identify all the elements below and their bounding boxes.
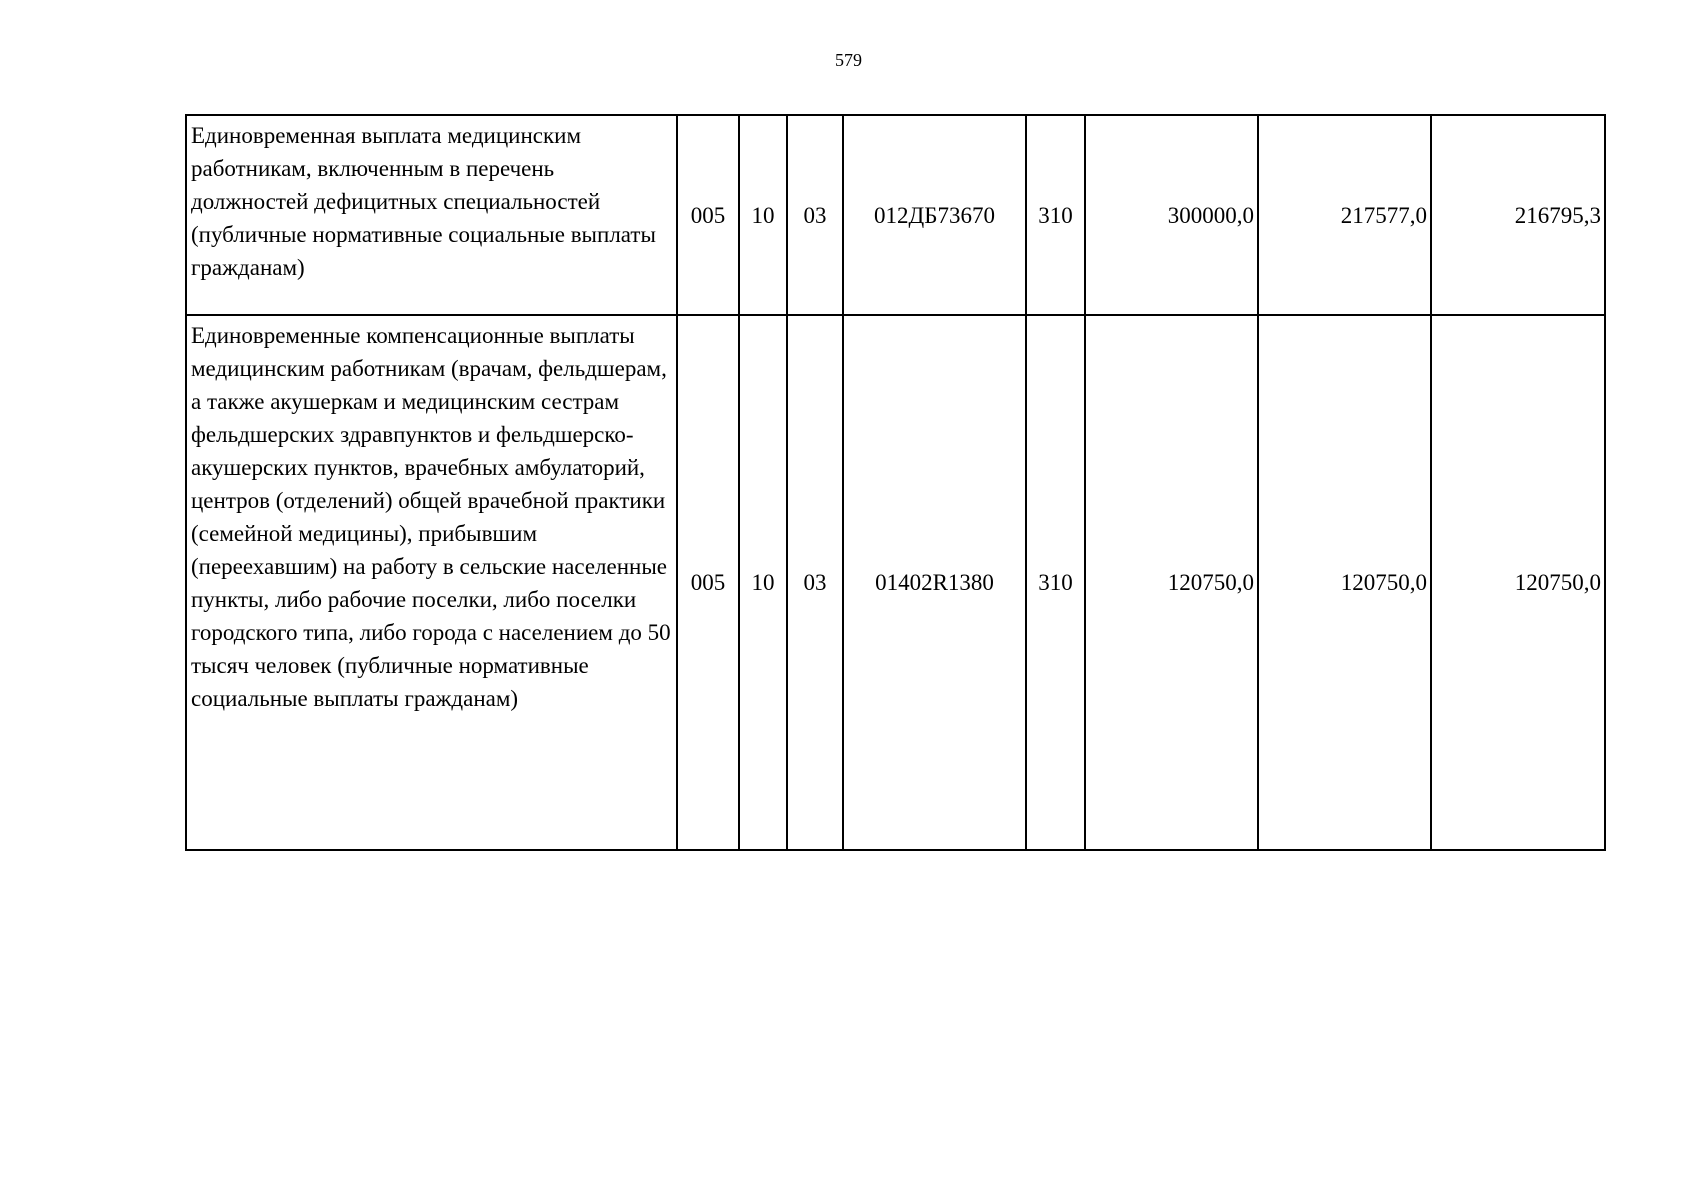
expense-type-cell: 310 xyxy=(1026,315,1085,850)
table-row xyxy=(186,315,1605,850)
amount-1-cell: 120750,0 xyxy=(1085,315,1258,850)
description-cell: Единовременная выплата медицинским работникам, включенным в перечень должностей дефицитных специальностей (публичные нормативные социальные выплаты гражданам) xyxy=(186,115,677,315)
page-number: 579 xyxy=(835,50,862,70)
amount-3-cell: 216795,3 xyxy=(1431,115,1605,315)
ministry-code-cell: 005 xyxy=(677,115,739,315)
table-row xyxy=(186,115,1605,315)
ministry-code-cell: 005 xyxy=(677,315,739,850)
amount-3-cell: 120750,0 xyxy=(1431,315,1605,850)
amount-2-cell: 120750,0 xyxy=(1258,315,1431,850)
target-article-cell: 01402R1380 xyxy=(843,315,1026,850)
expense-type-cell: 310 xyxy=(1026,115,1085,315)
description-cell: Единовременные компенсационные выплаты медицинским работникам (врачам, фельдшерам, а также акушеркам и медицинским сестрам фельдшерских здравпунктов и фельдшерско-акушерских пунктов, врачебных амбулаторий, центров (отделений) общей врачебной практики (семейной медицины), прибывшим (переехавшим) на работу в сельские населенные пункты, либо рабочие поселки, либо поселки городского типа, либо города с населением до 50 тысяч человек (публичные нормативные социальные выплаты гражданам) xyxy=(186,315,677,850)
amount-1-cell: 300000,0 xyxy=(1085,115,1258,315)
target-article-cell: 012ДБ73670 xyxy=(843,115,1026,315)
section-code-cell: 10 xyxy=(739,115,787,315)
section-code-cell: 10 xyxy=(739,315,787,850)
amount-2-cell: 217577,0 xyxy=(1258,115,1431,315)
subsection-code-cell: 03 xyxy=(787,115,843,315)
budget-table xyxy=(185,114,1606,851)
subsection-code-cell: 03 xyxy=(787,315,843,850)
